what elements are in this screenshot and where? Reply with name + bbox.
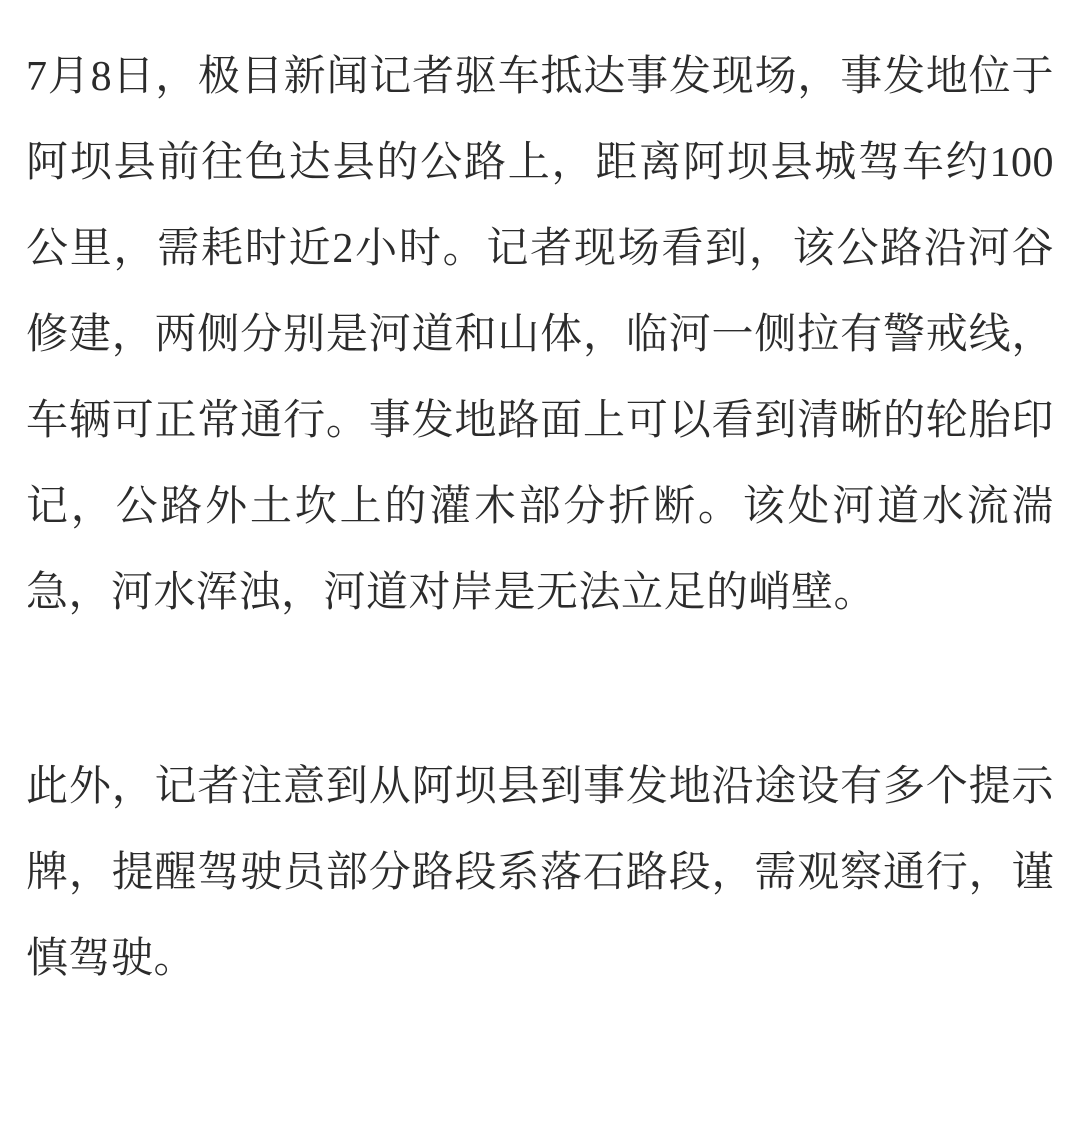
article-paragraph-2: 此外，记者注意到从阿坝县到事发地沿途设有多个提示牌，提醒驾驶员部分路段系落石路段，需观察通行，谨慎驾驶。: [26, 764, 1054, 982]
article-paragraph-1: 7月8日，极目新闻记者驱车抵达事发现场，事发地位于阿坝县前往色达县的公路上，距离阿坝县城驾车约100公里，需耗时近2小时。记者现场看到，该公路沿河谷修建，两侧分别是河道和山体，临河一侧拉有警戒线，车辆可正常通行。事发地路面上可以看到清晰的轮胎印记，公路外土坎上的灌木部分折断。该处河道水流湍急，河水浑浊，河道对岸是无法立足的峭壁。: [26, 54, 1054, 616]
